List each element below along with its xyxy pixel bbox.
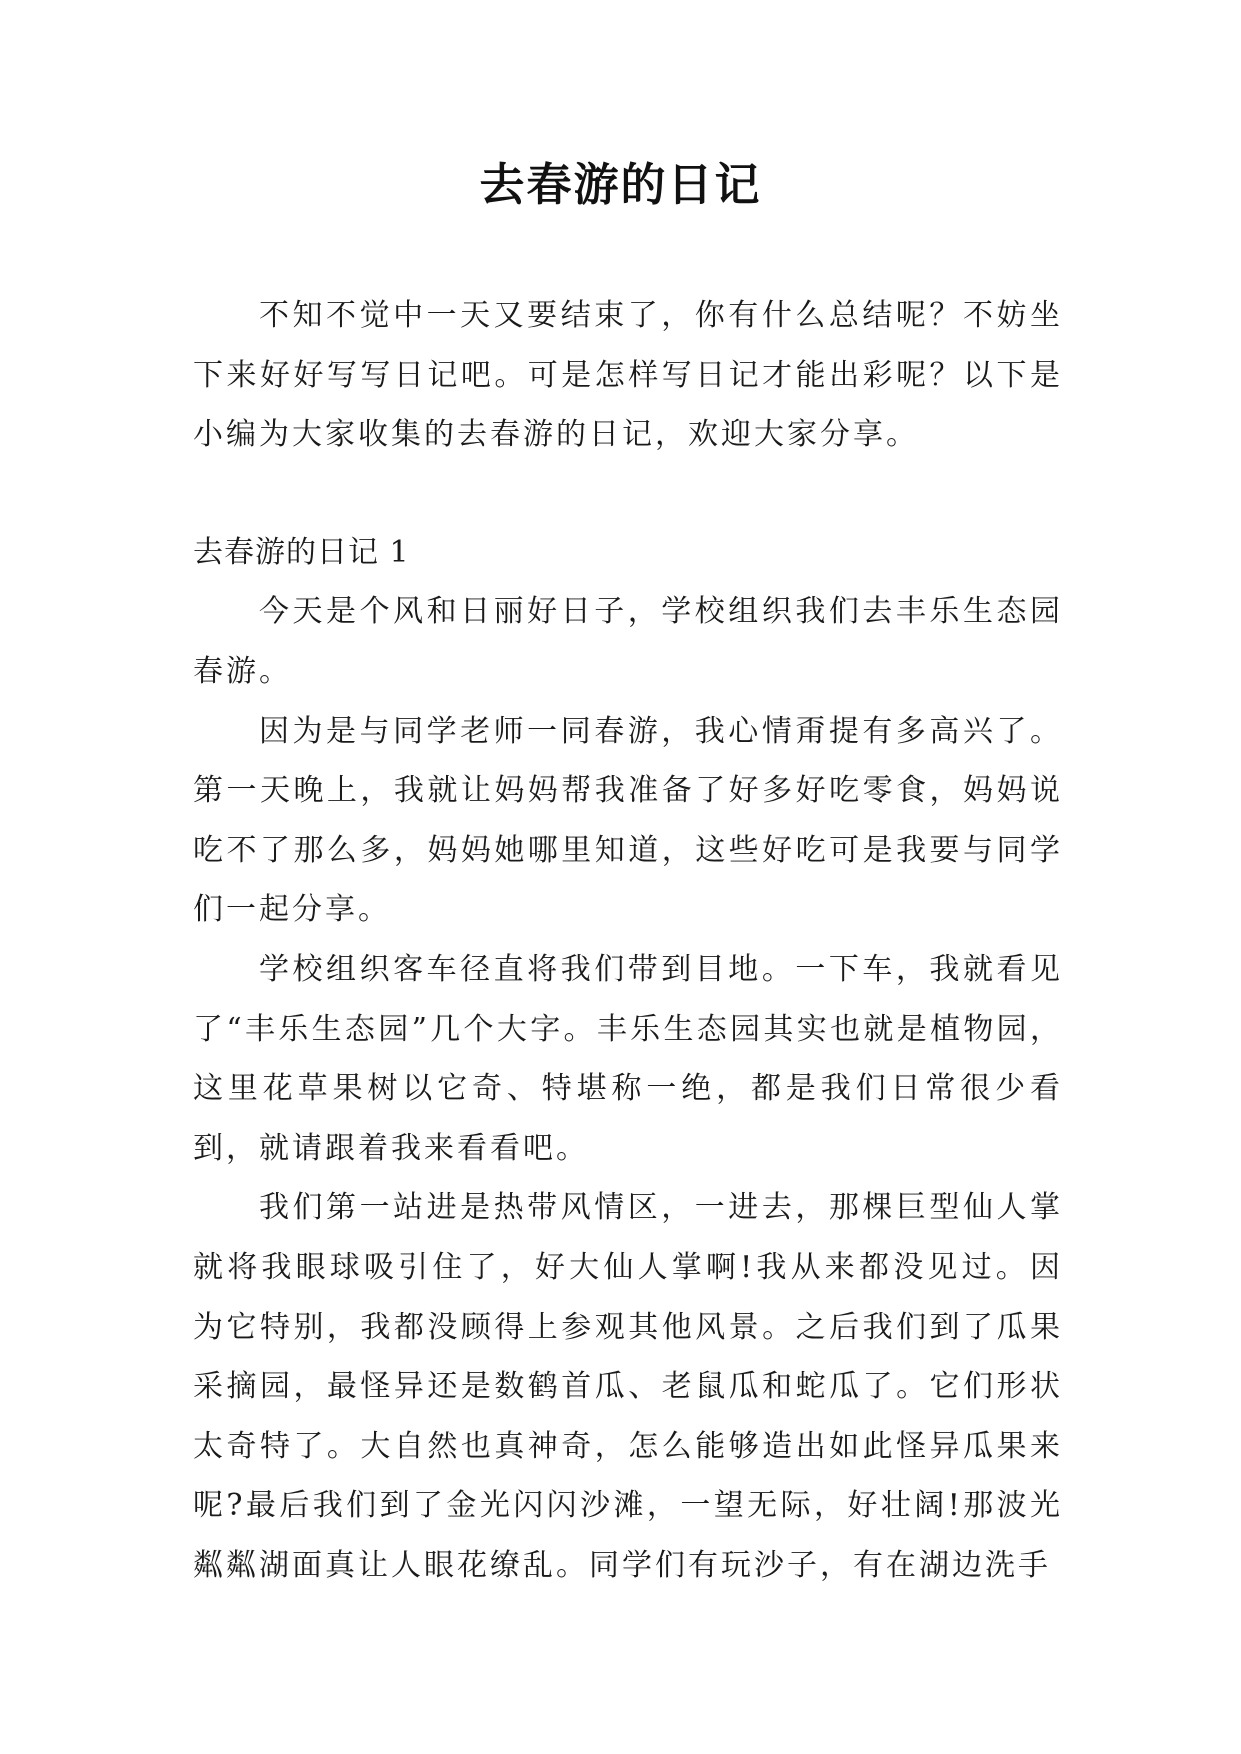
section-heading: 去春游的日记 1 bbox=[193, 534, 410, 570]
body-paragraph-1: 今天是个风和日丽好日子，学校组织我们去丰乐生态园春游。 bbox=[193, 594, 1063, 689]
document-body bbox=[193, 286, 1063, 1595]
body-paragraph-2: 因为是与同学老师一同春游，我心情甭提有多高兴了。第一天晚上，我就让妈妈帮我准备了好多好吃零食，妈妈说吃不了那么多，妈妈她哪里知道，这些好吃可是我要与同学们一起分享。 bbox=[193, 713, 1063, 928]
body-paragraph-3: 学校组织客车径直将我们带到目地。一下车，我就看见了“丰乐生态园”几个大字。丰乐生态园其实也就是植物园，这里花草果树以它奇、特堪称一绝，都是我们日常很少看到，就请跟着我来看看吧。 bbox=[193, 951, 1063, 1166]
intro-paragraph: 不知不觉中一天又要结束了，你有什么总结呢？不妨坐下来好好写写日记吧。可是怎样写日记才能出彩呢？以下是小编为大家收集的去春游的日记，欢迎大家分享。 bbox=[193, 298, 1063, 453]
body-paragraph-4: 我们第一站进是热带风情区，一进去，那棵巨型仙人掌就将我眼球吸引住了，好大仙人掌啊!我从来都没见过。因为它特别，我都没顾得上参观其他风景。之后我们到了瓜果采摘园，最怪异还是数鹤首瓜、老鼠瓜和蛇瓜了。它们形状太奇特了。大自然也真神奇，怎么能够造出如此怪异瓜果来呢?最后我们到了金光闪闪沙滩，一望无际，好壮阔!那波光粼粼湖面真让人眼花缭乱。同学们有玩沙子，有在湖边洗手 bbox=[193, 1190, 1063, 1583]
document-title: 去春游的日记 bbox=[479, 158, 762, 211]
